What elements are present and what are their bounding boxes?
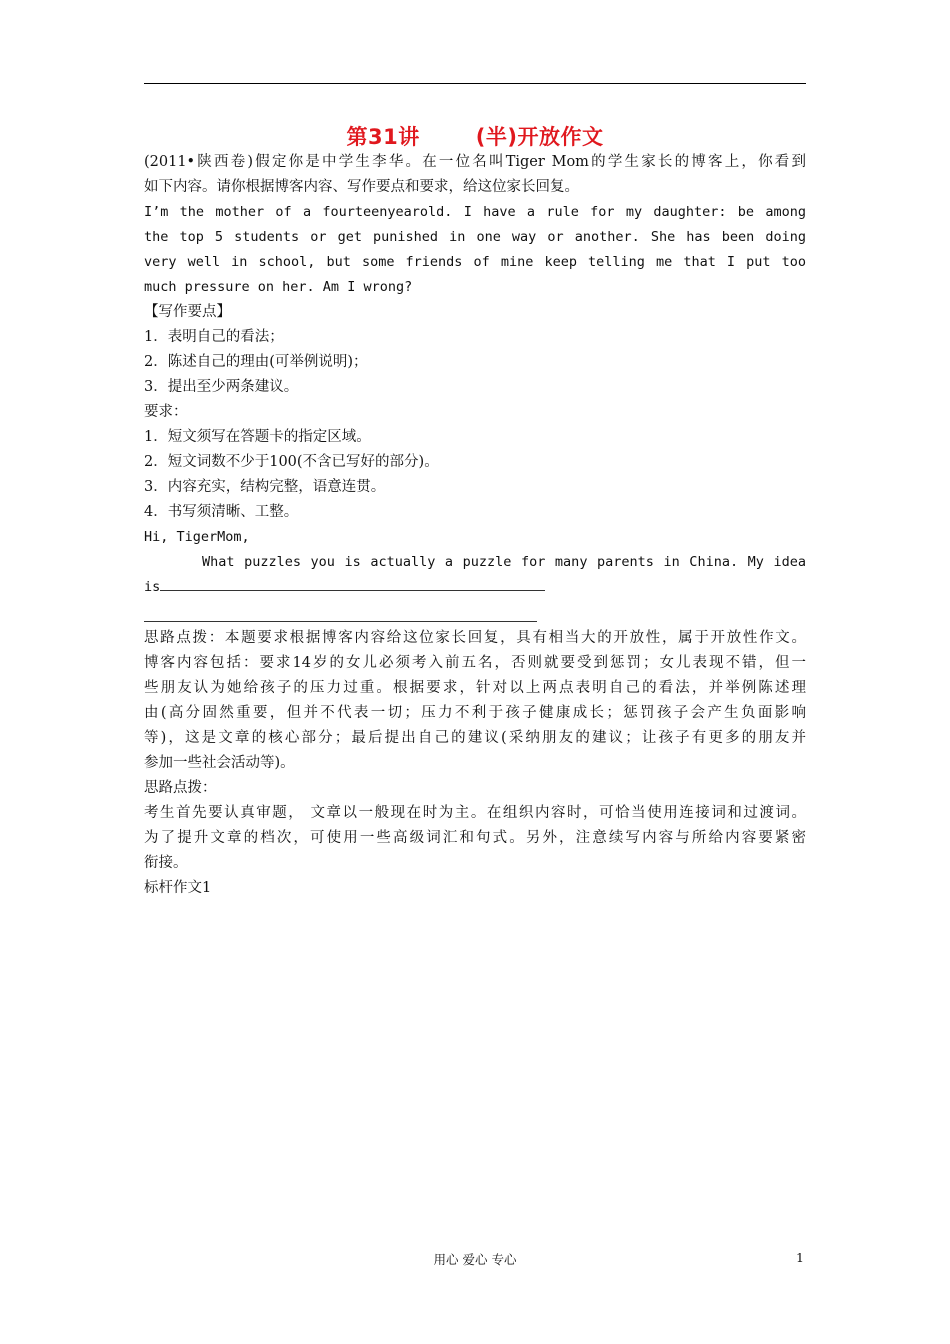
analysis-line: 衔接。 [144,855,188,871]
analysis-line: 为了提升文章的档次，可使用一些高级词汇和句式。另外，注意续写内容与所给内容要紧密 [144,830,806,846]
analysis-heading: 思路点拨： [144,780,217,796]
page-number: 1 [796,1250,804,1265]
document-body [144,150,806,901]
header-rule [144,83,806,84]
analysis-line: 等)，这是文章的核心部分；最后提出自己的建议(采纳朋友的建议；让孩子有更多的朋友并 [144,730,806,746]
letter-opening: What puzzles you is actually a puzzle for many parents in China. My idea [202,554,806,570]
analysis-line: 博客内容包括：要求14岁的女儿必须考入前五名，否则就要受到惩罚；女儿表现不错，但一 [144,655,806,671]
analysis-line: 参加一些社会活动等)。 [144,755,295,771]
writing-point: 2．陈述自己的理由(可举例说明)； [144,354,368,370]
intro-line: 如下内容。请你根据博客内容、写作要点和要求，给这位家长回复。 [144,179,579,195]
model-essay-heading: 标杆作文1 [144,880,212,896]
requirement-item: 1．短文须写在答题卡的指定区域。 [144,429,371,445]
requirement-item: 3．内容充实，结构完整，语意连贯。 [144,479,386,495]
writing-point: 1．表明自己的看法； [144,329,284,345]
analysis-line: 些朋友认为她给孩子的压力过重。根据要求，针对以上两点表明自己的看法，并举例陈述理 [144,680,806,696]
analysis-line: 考生首先要认真审题， 文章以一般现在时为主。在组织内容时，可恰当使用连接词和过渡词。 [144,805,806,821]
page-title [144,121,806,151]
writing-point: 3．提出至少两条建议。 [144,379,299,395]
answer-blank [160,575,545,591]
blog-line: much pressure on her. Am I wrong? [144,279,413,295]
analysis-line: 由(高分固然重要，但并不代表一切；压力不利于孩子健康成长；惩罚孩子会产生负面影响 [144,705,806,721]
letter-greeting: Hi, TigerMom, [144,529,250,545]
title-topic: (半)开放作文 [475,125,604,149]
requirements-heading: 要求： [144,404,188,420]
blog-line: I’m the mother of a fourteenyearold. I have a rule for my daughter: be among [144,204,806,220]
letter-is-prefix: is [144,579,161,595]
analysis-line: 思路点拨：本题要求根据博客内容给这位家长回复，具有相当大的开放性，属于开放性作文。 [144,630,806,646]
requirement-item: 2．短文词数不少于100(不含已写好的部分)。 [144,454,439,470]
blog-line: the top 5 students or get punished in one way or another. She has been doing [144,229,806,245]
blog-line: very well in school, but some friends of mine keep telling me that I put too [144,254,806,270]
letter-continuation [144,575,806,600]
title-lecture: 第31讲 [346,125,420,149]
footer-motto: 用心 爱心 专心 [433,1252,517,1267]
answer-blank-line [144,606,537,622]
writing-points-heading: 【写作要点】 [144,304,231,320]
intro-line: (2011•陕西卷)假定你是中学生李华。在一位名叫Tiger Mom的学生家长的博客上，你看到 [144,154,806,170]
requirement-item: 4．书写须清晰、工整。 [144,504,299,520]
